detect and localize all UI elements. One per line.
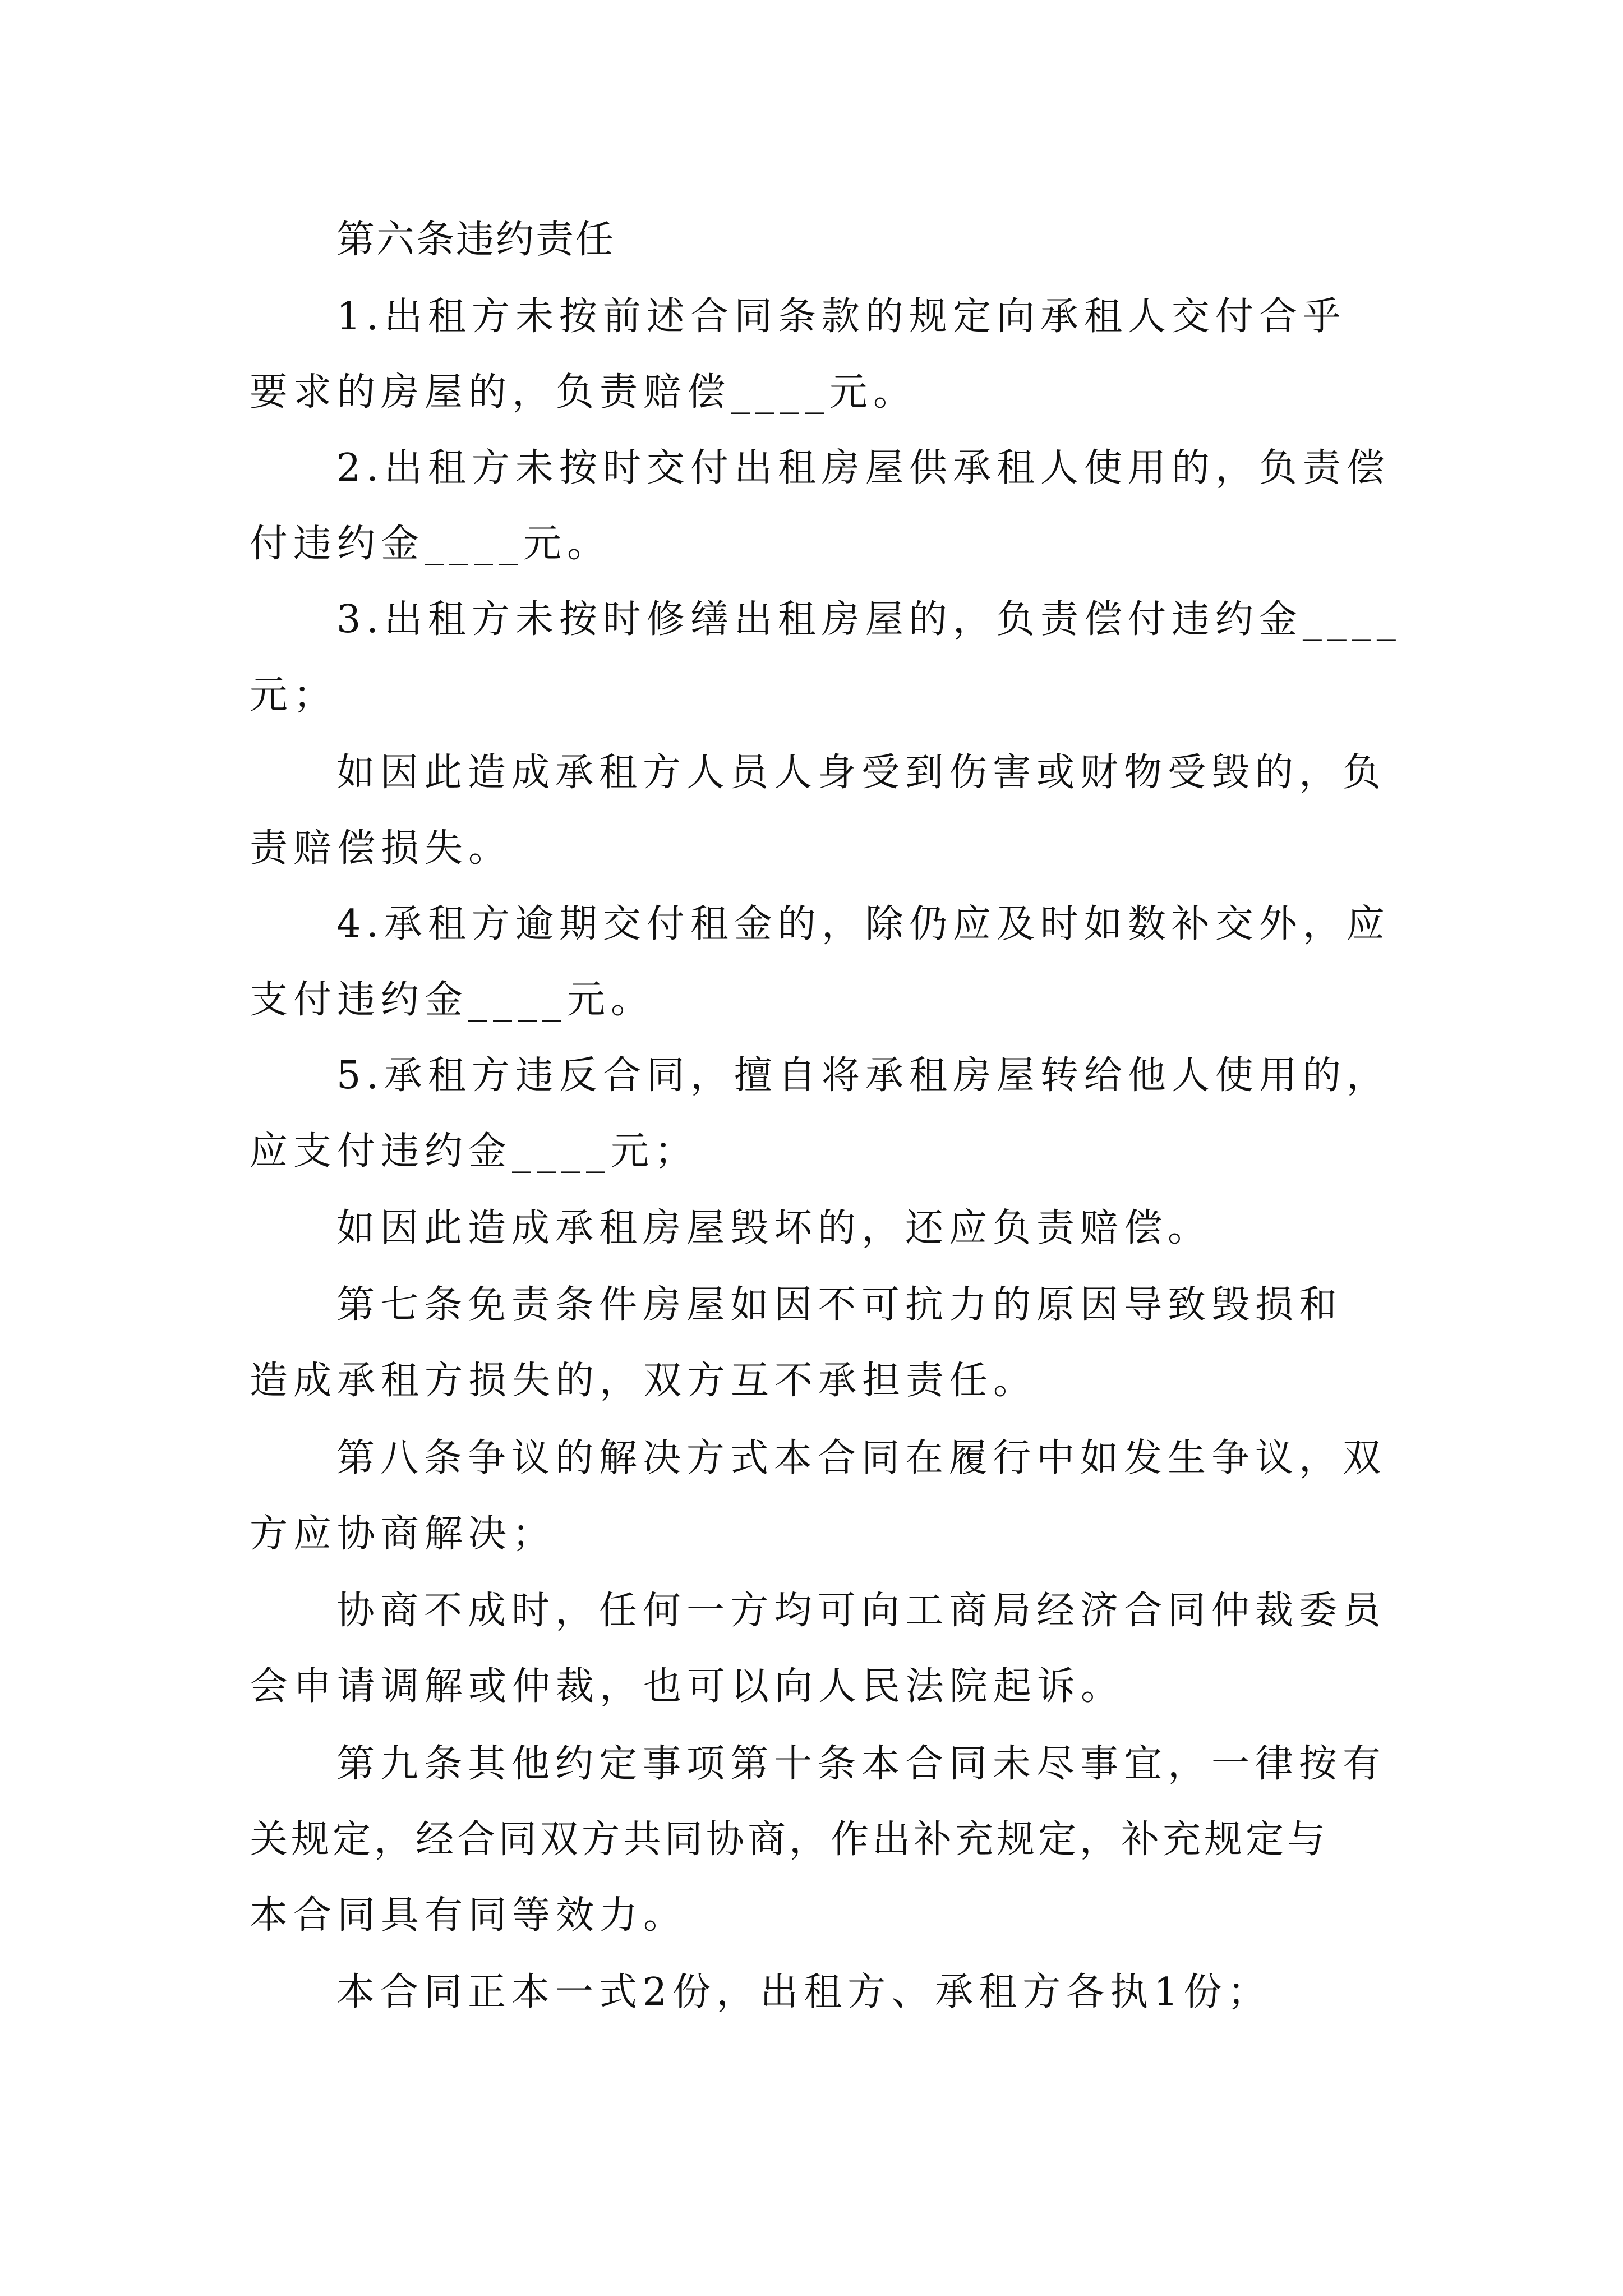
clause-8-text: 第八条争议的解决方式本合同在履行中如发生争议，双 (336, 1436, 1387, 1480)
text-line: 如因此造成承租方人员人身受到伤害或财物受毁的，负 (336, 751, 1387, 795)
text-line: 方应协商解决； (250, 1512, 556, 1556)
text-line: 付违约金____元。 (250, 522, 611, 566)
text-line: 协商不成时，任何一方均可向工商局经济合同仲裁委员 (336, 1589, 1387, 1633)
text-line: 1.出租方未按前述合同条款的规定向承租人交付合乎 (336, 295, 1347, 339)
clause-9-text: 第九条其他约定事项第十条本合同未尽事宜，一律按有 (336, 1742, 1387, 1786)
text-line: 应支付违约金____元； (250, 1129, 699, 1174)
text-line: 本合同具有同等效力。 (250, 1893, 688, 1938)
text-line: 元； (250, 673, 338, 717)
text-line: 5.承租方违反合同，擅自将承租房屋转给他人使用的， (336, 1053, 1390, 1098)
text-line: 2.出租方未按时交付出租房屋供承租人使用的，负责偿 (336, 446, 1390, 490)
text-line: 会申请调解或仲裁，也可以向人民法院起诉。 (250, 1664, 1125, 1709)
text-line: 关规定，经合同双方共同协商，作出补充规定，补充规定与 (250, 1818, 1329, 1862)
clause-6-heading: 第六条违约责任 (336, 218, 616, 262)
text-line: 要求的房屋的，负责赔偿____元。 (250, 370, 917, 415)
text-line: 造成承租方损失的，双方互不承担责任。 (250, 1359, 1038, 1403)
clause-7-text: 第七条免责条件房屋如因不可抗力的原因导致毁损和 (336, 1283, 1343, 1327)
text-line: 支付违约金____元。 (250, 978, 655, 1022)
text-line: 本合同正本一式2份，出租方、承租方各执1份； (336, 1970, 1271, 2014)
text-line: 3.出租方未按时修缮出租房屋的，负责偿付违约金____ (336, 597, 1401, 642)
text-line: 4.承租方逾期交付租金的，除仍应及时如数补交外，应 (336, 902, 1390, 946)
text-line: 如因此造成承租房屋毁坏的，还应负责赔偿。 (336, 1206, 1212, 1250)
text-line: 责赔偿损失。 (250, 826, 513, 871)
